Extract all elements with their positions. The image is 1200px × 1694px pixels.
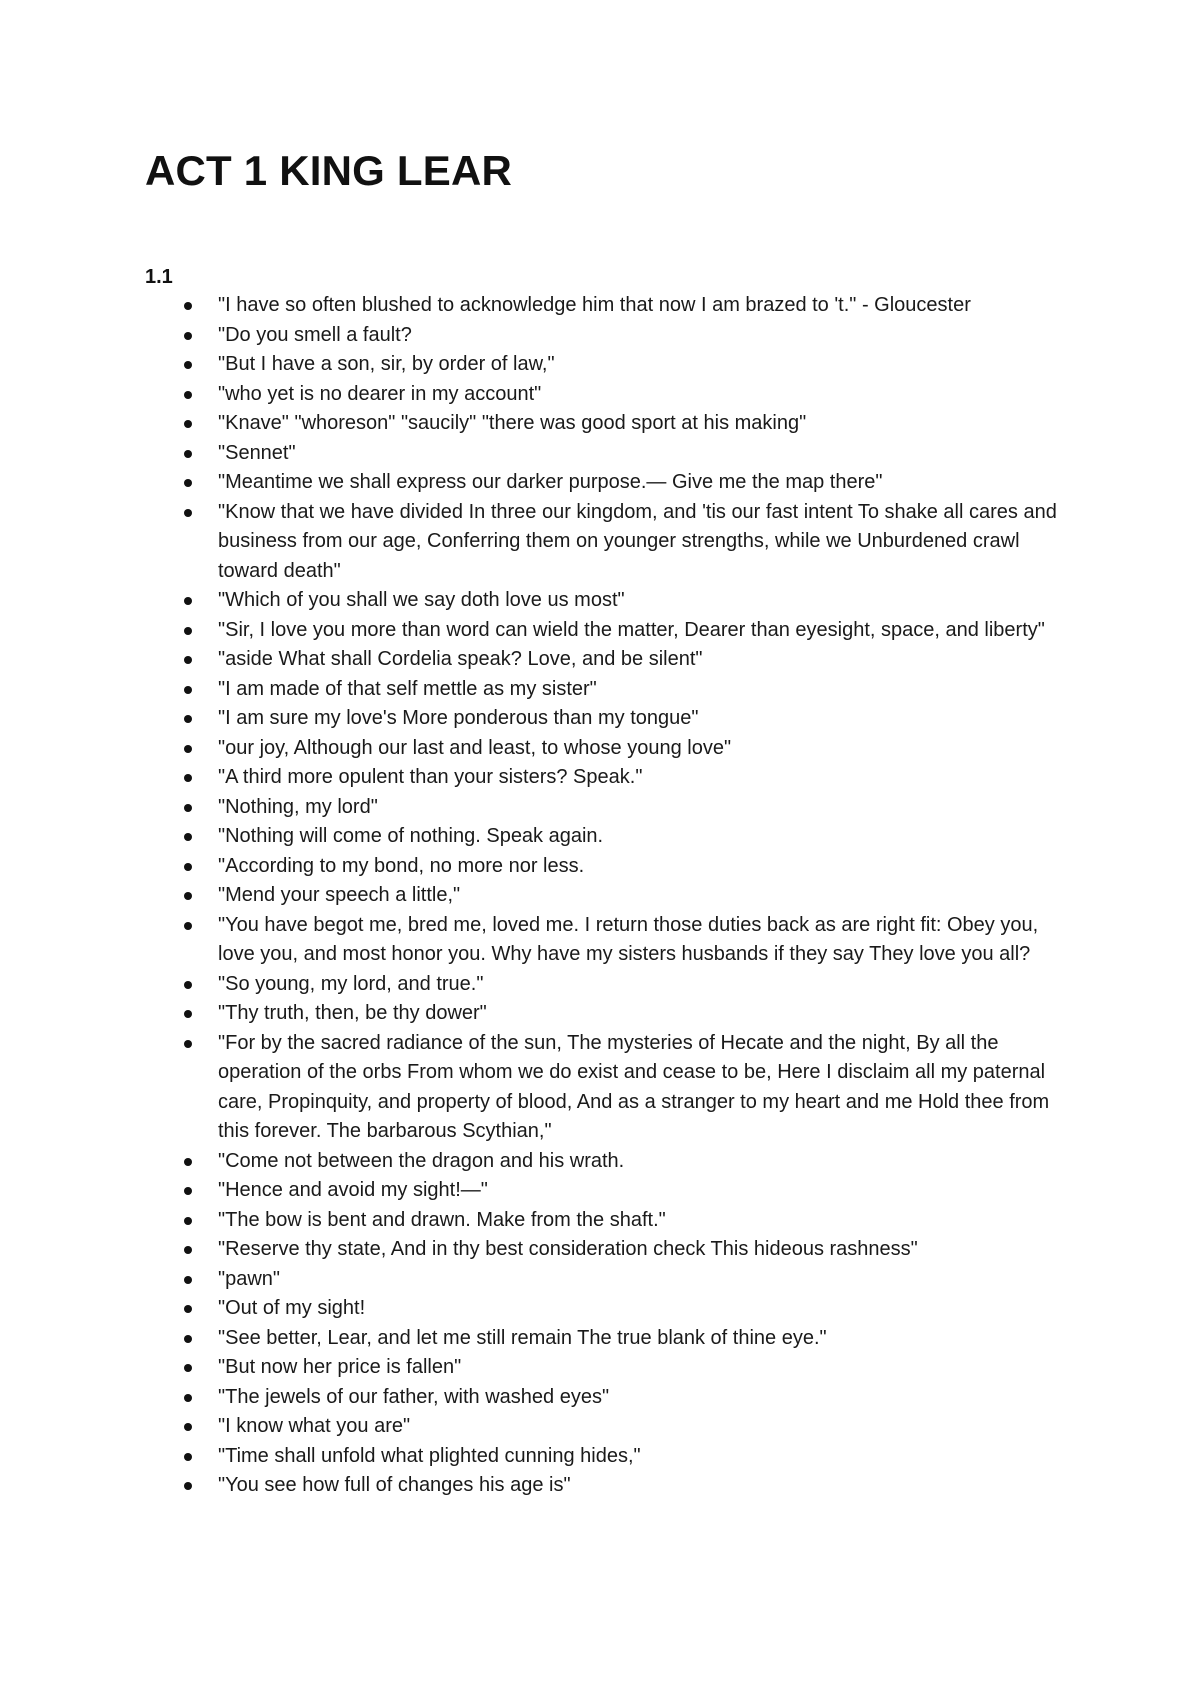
quote-text: "Reserve thy state, And in thy best consideration check This hideous rashness"	[218, 1238, 918, 1260]
list-item	[218, 1442, 1068, 1472]
bullet-icon	[184, 361, 192, 369]
quote-text: "Time shall unfold what plighted cunning hides,"	[218, 1444, 641, 1467]
bullet-icon	[184, 1335, 192, 1343]
bullet-icon	[184, 450, 192, 458]
bullet-icon	[184, 686, 192, 694]
quote-text: "Come not between the dragon and his wrath.	[218, 1149, 625, 1172]
quote-text: "I am made of that self mettle as my sister"	[218, 677, 597, 700]
bullet-icon	[184, 1040, 192, 1048]
list-item	[218, 586, 1068, 616]
quote-text: "I am sure my love's More ponderous than my tongue"	[218, 707, 699, 729]
list-item	[218, 881, 1068, 911]
list-item	[218, 999, 1068, 1029]
list-item	[218, 1353, 1068, 1383]
list-item	[218, 675, 1068, 705]
quote-text: "Knave" "whoreson" "saucily" "there was good sport at his making"	[218, 412, 807, 434]
list-item	[218, 734, 1068, 764]
bullet-icon	[184, 1305, 192, 1313]
list-item	[218, 616, 1068, 646]
quote-text: "Meantime we shall express our darker purpose.— Give me the map there"	[218, 471, 883, 493]
quote-text: "I know what you are"	[218, 1415, 411, 1437]
quote-text: "So young, my lord, and true."	[218, 972, 484, 995]
bullet-icon	[184, 981, 192, 989]
list-item	[218, 1176, 1068, 1206]
bullet-icon	[184, 1187, 192, 1195]
quote-text: "Do you smell a fault?	[218, 323, 412, 346]
bullet-icon	[184, 1246, 192, 1254]
bullet-icon	[184, 479, 192, 487]
list-item	[218, 852, 1068, 882]
list-item	[218, 1294, 1068, 1324]
list-item	[218, 763, 1068, 793]
section-heading: 1.1	[145, 266, 173, 288]
bullet-icon	[184, 804, 192, 812]
quote-text: "For by the sacred radiance of the sun, The mysteries of Hecate and the night, By all the operation of the orbs From whom we do exist and cease to be, Here I disclaim all my paternal care, Propinquity, and property of blood, And as a stranger to my heart and me Hold thee from this forever. The barbarous Scythian,"	[218, 1031, 1050, 1142]
quote-text: "Know that we have divided In three our kingdom, and 'tis our fast intent To shake all cares and business from our age, Conferring them on younger strengths, while we Unburdened crawl toward death"	[218, 500, 1057, 582]
quote-text: "According to my bond, no more nor less.	[218, 854, 585, 877]
quote-text: "But now her price is fallen"	[218, 1356, 462, 1378]
list-item	[218, 380, 1068, 410]
quote-text: "See better, Lear, and let me still remain The true blank of thine eye."	[218, 1326, 827, 1349]
quote-text: "Sir, I love you more than word can wield the matter, Dearer than eyesight, space, and liberty"	[218, 618, 1045, 641]
bullet-icon	[184, 509, 192, 517]
quote-text: "Out of my sight!	[218, 1297, 366, 1319]
bullet-icon	[184, 1010, 192, 1018]
document-title: ACT 1 KING LEAR	[145, 147, 513, 194]
bullet-icon	[184, 302, 192, 310]
list-item	[218, 1029, 1068, 1147]
bullet-icon	[184, 420, 192, 428]
list-item	[218, 645, 1068, 675]
list-item	[218, 409, 1068, 439]
list-item	[218, 350, 1068, 380]
list-item	[218, 1412, 1068, 1442]
quote-text: "who yet is no dearer in my account"	[218, 382, 542, 405]
quote-text: "The bow is bent and drawn. Make from the shaft."	[218, 1208, 666, 1231]
bullet-icon	[184, 745, 192, 753]
list-item	[218, 1383, 1068, 1413]
quote-text: "our joy, Although our last and least, to whose young love"	[218, 736, 732, 759]
list-item	[218, 468, 1068, 498]
bullet-icon	[184, 1364, 192, 1372]
list-item	[218, 822, 1068, 852]
bullet-icon	[184, 1453, 192, 1461]
list-item	[218, 793, 1068, 823]
list-item	[218, 1471, 1068, 1501]
bullet-icon	[184, 922, 192, 930]
list-item	[218, 291, 1068, 321]
quote-text: "Thy truth, then, be thy dower"	[218, 1002, 487, 1024]
quote-text: "Which of you shall we say doth love us most"	[218, 589, 625, 611]
quote-text: "I have so often blushed to acknowledge him that now I am brazed to 't." - Gloucester	[218, 294, 971, 316]
quote-text: "Nothing will come of nothing. Speak again.	[218, 825, 604, 847]
bullet-icon	[184, 1276, 192, 1284]
quote-list	[218, 291, 1068, 1501]
bullet-icon	[184, 332, 192, 340]
list-item	[218, 498, 1068, 587]
bullet-icon	[184, 715, 192, 723]
quote-text: "Mend your speech a little,"	[218, 884, 461, 906]
list-item	[218, 1265, 1068, 1295]
bullet-icon	[184, 656, 192, 664]
list-item	[218, 1206, 1068, 1236]
list-item	[218, 321, 1068, 351]
list-item	[218, 704, 1068, 734]
quote-text: "You see how full of changes his age is"	[218, 1474, 571, 1496]
list-item	[218, 1324, 1068, 1354]
list-item	[218, 439, 1068, 469]
bullet-icon	[184, 774, 192, 782]
list-item	[218, 911, 1068, 970]
bullet-icon	[184, 892, 192, 900]
quote-text: "aside What shall Cordelia speak? Love, and be silent"	[218, 648, 703, 670]
bullet-icon	[184, 1158, 192, 1166]
quote-text: "pawn"	[218, 1267, 281, 1290]
quote-text: "You have begot me, bred me, loved me. I return those duties back as are right fit: Obey you, love you, and most honor you. Why have my sisters husbands if they say They love you all?	[218, 913, 1039, 965]
bullet-icon	[184, 1394, 192, 1402]
quote-text: "Sennet"	[218, 441, 296, 464]
list-item	[218, 1147, 1068, 1177]
bullet-icon	[184, 1217, 192, 1225]
bullet-icon	[184, 627, 192, 635]
quote-text: "Hence and avoid my sight!—"	[218, 1179, 488, 1201]
quote-text: "Nothing, my lord"	[218, 795, 378, 818]
list-item	[218, 970, 1068, 1000]
bullet-icon	[184, 833, 192, 841]
bullet-icon	[184, 863, 192, 871]
bullet-icon	[184, 1482, 192, 1490]
quote-text: "But I have a son, sir, by order of law,"	[218, 353, 555, 375]
quote-text: "A third more opulent than your sisters? Speak."	[218, 766, 643, 788]
bullet-icon	[184, 391, 192, 399]
bullet-icon	[184, 597, 192, 605]
bullet-icon	[184, 1423, 192, 1431]
list-item	[218, 1235, 1068, 1265]
quote-text: "The jewels of our father, with washed eyes"	[218, 1385, 610, 1408]
